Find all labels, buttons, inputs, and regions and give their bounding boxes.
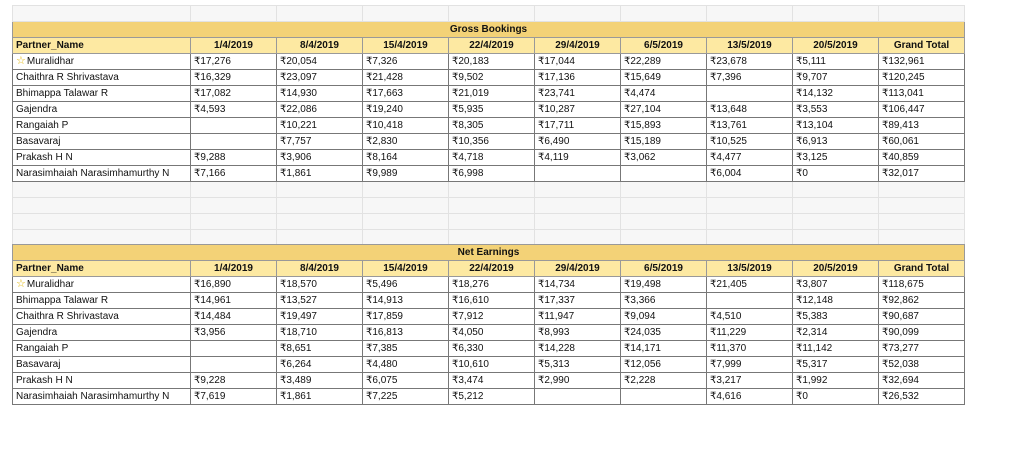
table-row xyxy=(13,325,965,341)
grand-total-cell[interactable]: ₹90,687 xyxy=(879,309,965,325)
table-row xyxy=(13,357,965,373)
value-cell[interactable]: ₹17,663 xyxy=(363,86,449,102)
empty-cell[interactable] xyxy=(879,214,965,230)
partner-name-cell[interactable] xyxy=(13,309,191,325)
empty-cell[interactable] xyxy=(363,198,449,214)
partner-name: Narasimhaiah Narasimhamurthy N xyxy=(16,167,170,179)
empty-cell[interactable] xyxy=(879,182,965,198)
value-cell[interactable] xyxy=(707,293,793,309)
partner-name: Bhimappa Talawar R xyxy=(16,294,109,306)
value-cell[interactable]: ₹20,054 xyxy=(277,54,363,70)
partner-name-cell[interactable] xyxy=(13,86,191,102)
value-cell[interactable]: ₹4,474 xyxy=(621,86,707,102)
value-cell[interactable]: ₹14,132 xyxy=(793,86,879,102)
value-cell[interactable]: ₹7,326 xyxy=(363,54,449,70)
grand-total-cell[interactable]: ₹89,413 xyxy=(879,118,965,134)
empty-cell[interactable] xyxy=(707,198,793,214)
column-header[interactable]: 20/5/2019 xyxy=(793,261,879,277)
value-cell[interactable]: ₹7,912 xyxy=(449,309,535,325)
value-cell[interactable]: ₹4,616 xyxy=(707,389,793,405)
empty-cell[interactable] xyxy=(621,198,707,214)
value-cell[interactable] xyxy=(191,118,277,134)
value-cell[interactable]: ₹17,082 xyxy=(191,86,277,102)
value-cell[interactable]: ₹8,305 xyxy=(449,118,535,134)
value-cell[interactable]: ₹19,240 xyxy=(363,102,449,118)
value-cell[interactable]: ₹15,649 xyxy=(621,70,707,86)
value-cell[interactable]: ₹14,484 xyxy=(191,309,277,325)
column-header-partner-name[interactable]: Partner_Name xyxy=(13,38,191,54)
value-cell[interactable]: ₹6,264 xyxy=(277,357,363,373)
value-cell[interactable] xyxy=(191,134,277,150)
column-header[interactable]: 22/4/2019 xyxy=(449,261,535,277)
table-row xyxy=(13,54,965,70)
empty-cell[interactable] xyxy=(535,214,621,230)
value-cell[interactable]: ₹12,056 xyxy=(621,357,707,373)
empty-cell[interactable] xyxy=(793,182,879,198)
value-cell[interactable]: ₹13,648 xyxy=(707,102,793,118)
value-cell[interactable]: ₹10,221 xyxy=(277,118,363,134)
blank-row xyxy=(13,182,965,198)
column-header[interactable]: 20/5/2019 xyxy=(793,38,879,54)
blank-row xyxy=(13,6,965,22)
empty-cell[interactable] xyxy=(879,198,965,214)
value-cell[interactable]: ₹8,651 xyxy=(277,341,363,357)
value-cell[interactable]: ₹27,104 xyxy=(621,102,707,118)
value-cell[interactable]: ₹7,225 xyxy=(363,389,449,405)
value-cell[interactable]: ₹21,405 xyxy=(707,277,793,293)
column-header[interactable]: 6/5/2019 xyxy=(621,38,707,54)
value-cell[interactable]: ₹14,171 xyxy=(621,341,707,357)
partner-name: Basavaraj xyxy=(16,135,61,147)
value-cell[interactable]: ₹18,570 xyxy=(277,277,363,293)
column-header[interactable]: 8/4/2019 xyxy=(277,38,363,54)
value-cell[interactable]: ₹2,228 xyxy=(621,373,707,389)
column-header[interactable]: 15/4/2019 xyxy=(363,38,449,54)
empty-cell[interactable] xyxy=(621,182,707,198)
table-row xyxy=(13,150,965,166)
value-cell[interactable]: ₹1,861 xyxy=(277,389,363,405)
value-cell[interactable] xyxy=(621,389,707,405)
column-header[interactable]: 1/4/2019 xyxy=(191,38,277,54)
partner-name-cell[interactable] xyxy=(13,118,191,134)
empty-cell[interactable] xyxy=(449,182,535,198)
value-cell[interactable]: ₹4,477 xyxy=(707,150,793,166)
value-cell[interactable]: ₹23,741 xyxy=(535,86,621,102)
value-cell[interactable]: ₹3,807 xyxy=(793,277,879,293)
partner-name-cell[interactable] xyxy=(13,277,191,293)
partner-name: Basavaraj xyxy=(16,358,61,370)
empty-cell[interactable] xyxy=(13,182,191,198)
value-cell[interactable]: ₹17,859 xyxy=(363,309,449,325)
value-cell[interactable]: ₹5,212 xyxy=(449,389,535,405)
empty-cell[interactable] xyxy=(191,198,277,214)
empty-cell[interactable] xyxy=(793,214,879,230)
partner-name: Gajendra xyxy=(16,326,58,338)
partner-name: Prakash H N xyxy=(16,151,73,163)
value-cell[interactable]: ₹18,710 xyxy=(277,325,363,341)
value-cell[interactable]: ₹16,329 xyxy=(191,70,277,86)
value-cell[interactable]: ₹7,396 xyxy=(707,70,793,86)
partner-name: Chaithra R Shrivastava xyxy=(16,310,119,322)
grand-total-cell[interactable]: ₹73,277 xyxy=(879,341,965,357)
partner-name-cell[interactable] xyxy=(13,373,191,389)
value-cell[interactable]: ₹17,711 xyxy=(535,118,621,134)
column-header[interactable]: Grand Total xyxy=(879,261,965,277)
value-cell[interactable] xyxy=(707,86,793,102)
value-cell[interactable]: ₹8,993 xyxy=(535,325,621,341)
grand-total-cell[interactable]: ₹26,532 xyxy=(879,389,965,405)
value-cell[interactable]: ₹4,119 xyxy=(535,150,621,166)
column-header[interactable]: 15/4/2019 xyxy=(363,261,449,277)
partner-name: Narasimhaiah Narasimhamurthy N xyxy=(16,390,170,402)
value-cell[interactable]: ₹6,004 xyxy=(707,166,793,182)
grand-total-cell[interactable]: ₹32,694 xyxy=(879,373,965,389)
value-cell[interactable] xyxy=(191,357,277,373)
value-cell[interactable]: ₹14,734 xyxy=(535,277,621,293)
column-header[interactable]: 13/5/2019 xyxy=(707,38,793,54)
value-cell[interactable]: ₹9,094 xyxy=(621,309,707,325)
value-cell[interactable]: ₹9,989 xyxy=(363,166,449,182)
empty-cell[interactable] xyxy=(621,214,707,230)
table-row xyxy=(13,309,965,325)
partner-name-cell[interactable] xyxy=(13,325,191,341)
empty-cell[interactable] xyxy=(277,182,363,198)
value-cell[interactable]: ₹4,593 xyxy=(191,102,277,118)
value-cell[interactable]: ₹5,313 xyxy=(535,357,621,373)
empty-cell[interactable] xyxy=(793,6,879,22)
column-header[interactable]: 22/4/2019 xyxy=(449,38,535,54)
section-title-row xyxy=(13,245,965,261)
value-cell[interactable]: ₹21,019 xyxy=(449,86,535,102)
value-cell[interactable]: ₹0 xyxy=(793,389,879,405)
value-cell[interactable]: ₹7,166 xyxy=(191,166,277,182)
table-row xyxy=(13,70,965,86)
empty-cell[interactable] xyxy=(363,214,449,230)
partner-name: Muralidhar xyxy=(26,279,75,290)
value-cell[interactable]: ₹9,228 xyxy=(191,373,277,389)
table-row xyxy=(13,166,965,182)
partner-name-cell[interactable] xyxy=(13,166,191,182)
value-cell[interactable]: ₹7,999 xyxy=(707,357,793,373)
table-row xyxy=(13,86,965,102)
value-cell[interactable]: ₹20,183 xyxy=(449,54,535,70)
table-row xyxy=(13,373,965,389)
value-cell[interactable]: ₹11,142 xyxy=(793,341,879,357)
value-cell[interactable]: ₹18,276 xyxy=(449,277,535,293)
value-cell[interactable]: ₹3,489 xyxy=(277,373,363,389)
partner-name: Rangaiah P xyxy=(16,119,69,131)
value-cell[interactable]: ₹3,366 xyxy=(621,293,707,309)
table-row xyxy=(13,102,965,118)
partner-name-cell[interactable] xyxy=(13,293,191,309)
value-cell[interactable]: ₹3,906 xyxy=(277,150,363,166)
value-cell[interactable]: ₹3,553 xyxy=(793,102,879,118)
grand-total-cell[interactable]: ₹120,245 xyxy=(879,70,965,86)
value-cell[interactable]: ₹0 xyxy=(793,166,879,182)
value-cell[interactable]: ₹14,930 xyxy=(277,86,363,102)
column-header[interactable]: 6/5/2019 xyxy=(621,261,707,277)
table-row xyxy=(13,341,965,357)
empty-cell[interactable] xyxy=(191,182,277,198)
value-cell[interactable]: ₹16,813 xyxy=(363,325,449,341)
partner-name-cell[interactable] xyxy=(13,150,191,166)
table-row xyxy=(13,277,965,293)
value-cell[interactable]: ₹14,913 xyxy=(363,293,449,309)
value-cell[interactable]: ₹4,480 xyxy=(363,357,449,373)
empty-cell[interactable] xyxy=(363,6,449,22)
partner-name-cell[interactable] xyxy=(13,70,191,86)
empty-cell[interactable] xyxy=(191,214,277,230)
section-title-row xyxy=(13,22,965,38)
empty-cell[interactable] xyxy=(707,182,793,198)
value-cell[interactable]: ₹17,136 xyxy=(535,70,621,86)
empty-cell[interactable] xyxy=(13,6,191,22)
empty-cell[interactable] xyxy=(879,6,965,22)
value-cell[interactable]: ₹9,502 xyxy=(449,70,535,86)
grand-total-cell[interactable]: ₹52,038 xyxy=(879,357,965,373)
value-cell[interactable]: ₹3,474 xyxy=(449,373,535,389)
grand-total-cell[interactable]: ₹92,862 xyxy=(879,293,965,309)
value-cell[interactable]: ₹6,913 xyxy=(793,134,879,150)
value-cell[interactable]: ₹14,961 xyxy=(191,293,277,309)
partner-name: Rangaiah P xyxy=(16,342,69,354)
column-header[interactable]: Grand Total xyxy=(879,38,965,54)
value-cell[interactable]: ₹13,104 xyxy=(793,118,879,134)
empty-cell[interactable] xyxy=(277,198,363,214)
table-row xyxy=(13,134,965,150)
value-cell[interactable]: ₹4,718 xyxy=(449,150,535,166)
section-title[interactable]: Gross Bookings xyxy=(13,22,965,38)
value-cell[interactable]: ₹22,086 xyxy=(277,102,363,118)
partner-name-cell[interactable] xyxy=(13,357,191,373)
value-cell[interactable]: ₹11,229 xyxy=(707,325,793,341)
value-cell[interactable]: ₹4,050 xyxy=(449,325,535,341)
empty-cell[interactable] xyxy=(191,6,277,22)
partner-name-cell[interactable] xyxy=(13,341,191,357)
empty-cell[interactable] xyxy=(277,6,363,22)
value-cell[interactable]: ₹8,164 xyxy=(363,150,449,166)
value-cell[interactable]: ₹11,947 xyxy=(535,309,621,325)
value-cell[interactable]: ₹10,610 xyxy=(449,357,535,373)
grand-total-cell[interactable]: ₹40,859 xyxy=(879,150,965,166)
value-cell[interactable]: ₹5,383 xyxy=(793,309,879,325)
grand-total-cell[interactable]: ₹90,099 xyxy=(879,325,965,341)
empty-cell[interactable] xyxy=(277,214,363,230)
value-cell[interactable]: ₹17,044 xyxy=(535,54,621,70)
value-cell[interactable]: ₹3,125 xyxy=(793,150,879,166)
grand-total-cell[interactable]: ₹132,961 xyxy=(879,54,965,70)
value-cell[interactable]: ₹1,992 xyxy=(793,373,879,389)
value-cell[interactable]: ₹2,990 xyxy=(535,373,621,389)
column-header[interactable]: 1/4/2019 xyxy=(191,261,277,277)
value-cell[interactable]: ₹7,385 xyxy=(363,341,449,357)
value-cell[interactable]: ₹10,356 xyxy=(449,134,535,150)
empty-cell[interactable] xyxy=(621,6,707,22)
empty-cell[interactable] xyxy=(707,214,793,230)
grand-total-cell[interactable]: ₹60,061 xyxy=(879,134,965,150)
table-row xyxy=(13,118,965,134)
value-cell[interactable]: ₹19,497 xyxy=(277,309,363,325)
empty-cell[interactable] xyxy=(13,214,191,230)
value-cell[interactable] xyxy=(535,389,621,405)
value-cell[interactable]: ₹6,330 xyxy=(449,341,535,357)
value-cell[interactable]: ₹16,890 xyxy=(191,277,277,293)
partner-name-cell[interactable] xyxy=(13,54,191,70)
table-row xyxy=(13,389,965,405)
value-cell[interactable]: ₹5,935 xyxy=(449,102,535,118)
value-cell[interactable]: ₹5,496 xyxy=(363,277,449,293)
value-cell[interactable] xyxy=(535,166,621,182)
grand-total-cell[interactable]: ₹118,675 xyxy=(879,277,965,293)
column-header[interactable]: 8/4/2019 xyxy=(277,261,363,277)
value-cell[interactable]: ₹2,830 xyxy=(363,134,449,150)
value-cell[interactable]: ₹9,707 xyxy=(793,70,879,86)
value-cell[interactable]: ₹23,097 xyxy=(277,70,363,86)
partner-name-cell[interactable] xyxy=(13,134,191,150)
value-cell[interactable]: ₹12,148 xyxy=(793,293,879,309)
partner-name: Bhimappa Talawar R xyxy=(16,87,109,99)
value-cell[interactable]: ₹5,111 xyxy=(793,54,879,70)
partner-name: Prakash H N xyxy=(16,374,73,386)
empty-cell[interactable] xyxy=(13,198,191,214)
grand-total-cell[interactable]: ₹106,447 xyxy=(879,102,965,118)
value-cell[interactable]: ₹7,619 xyxy=(191,389,277,405)
section-title[interactable]: Net Earnings xyxy=(13,245,965,261)
value-cell[interactable]: ₹10,418 xyxy=(363,118,449,134)
empty-cell[interactable] xyxy=(363,182,449,198)
empty-cell[interactable] xyxy=(535,6,621,22)
value-cell[interactable]: ₹1,861 xyxy=(277,166,363,182)
value-cell[interactable]: ₹15,189 xyxy=(621,134,707,150)
value-cell[interactable] xyxy=(621,166,707,182)
empty-cell[interactable] xyxy=(535,198,621,214)
value-cell[interactable]: ₹6,998 xyxy=(449,166,535,182)
header-row xyxy=(13,261,965,277)
value-cell[interactable]: ₹9,288 xyxy=(191,150,277,166)
empty-cell[interactable] xyxy=(793,198,879,214)
partner-name: Chaithra R Shrivastava xyxy=(16,71,119,83)
header-row xyxy=(13,38,965,54)
partner-name: Muralidhar xyxy=(26,56,75,67)
value-cell[interactable]: ₹5,317 xyxy=(793,357,879,373)
empty-cell[interactable] xyxy=(449,6,535,22)
value-cell[interactable]: ₹3,956 xyxy=(191,325,277,341)
value-cell[interactable]: ₹3,062 xyxy=(621,150,707,166)
column-header-partner-name[interactable]: Partner_Name xyxy=(13,261,191,277)
value-cell[interactable]: ₹6,490 xyxy=(535,134,621,150)
value-cell[interactable]: ₹17,337 xyxy=(535,293,621,309)
value-cell[interactable] xyxy=(191,341,277,357)
table-row xyxy=(13,293,965,309)
value-cell[interactable]: ₹6,075 xyxy=(363,373,449,389)
value-cell[interactable]: ₹13,527 xyxy=(277,293,363,309)
blank-row xyxy=(13,198,965,214)
value-cell[interactable]: ₹16,610 xyxy=(449,293,535,309)
gross-bookings-table xyxy=(12,5,965,246)
column-header[interactable]: 29/4/2019 xyxy=(535,38,621,54)
value-cell[interactable]: ₹10,287 xyxy=(535,102,621,118)
grand-total-cell[interactable]: ₹113,041 xyxy=(879,86,965,102)
partner-name-cell[interactable] xyxy=(13,389,191,405)
partner-name-cell[interactable] xyxy=(13,102,191,118)
value-cell[interactable]: ₹15,893 xyxy=(621,118,707,134)
empty-cell[interactable] xyxy=(449,214,535,230)
empty-cell[interactable] xyxy=(707,6,793,22)
partner-name: Gajendra xyxy=(16,103,58,115)
value-cell[interactable]: ₹24,035 xyxy=(621,325,707,341)
value-cell[interactable]: ₹22,289 xyxy=(621,54,707,70)
column-header[interactable]: 13/5/2019 xyxy=(707,261,793,277)
value-cell[interactable]: ₹14,228 xyxy=(535,341,621,357)
column-header[interactable]: 29/4/2019 xyxy=(535,261,621,277)
value-cell[interactable]: ₹3,217 xyxy=(707,373,793,389)
value-cell[interactable]: ₹10,525 xyxy=(707,134,793,150)
empty-cell[interactable] xyxy=(535,182,621,198)
value-cell[interactable]: ₹17,276 xyxy=(191,54,277,70)
star-icon: ☆ xyxy=(16,55,26,67)
value-cell[interactable]: ₹19,498 xyxy=(621,277,707,293)
value-cell[interactable]: ₹7,757 xyxy=(277,134,363,150)
empty-cell[interactable] xyxy=(449,198,535,214)
value-cell[interactable]: ₹21,428 xyxy=(363,70,449,86)
value-cell[interactable]: ₹11,370 xyxy=(707,341,793,357)
net-earnings-table xyxy=(12,244,965,405)
value-cell[interactable]: ₹4,510 xyxy=(707,309,793,325)
blank-row xyxy=(13,214,965,230)
grand-total-cell[interactable]: ₹32,017 xyxy=(879,166,965,182)
star-icon: ☆ xyxy=(16,278,26,290)
value-cell[interactable]: ₹2,314 xyxy=(793,325,879,341)
value-cell[interactable]: ₹13,761 xyxy=(707,118,793,134)
value-cell[interactable]: ₹23,678 xyxy=(707,54,793,70)
